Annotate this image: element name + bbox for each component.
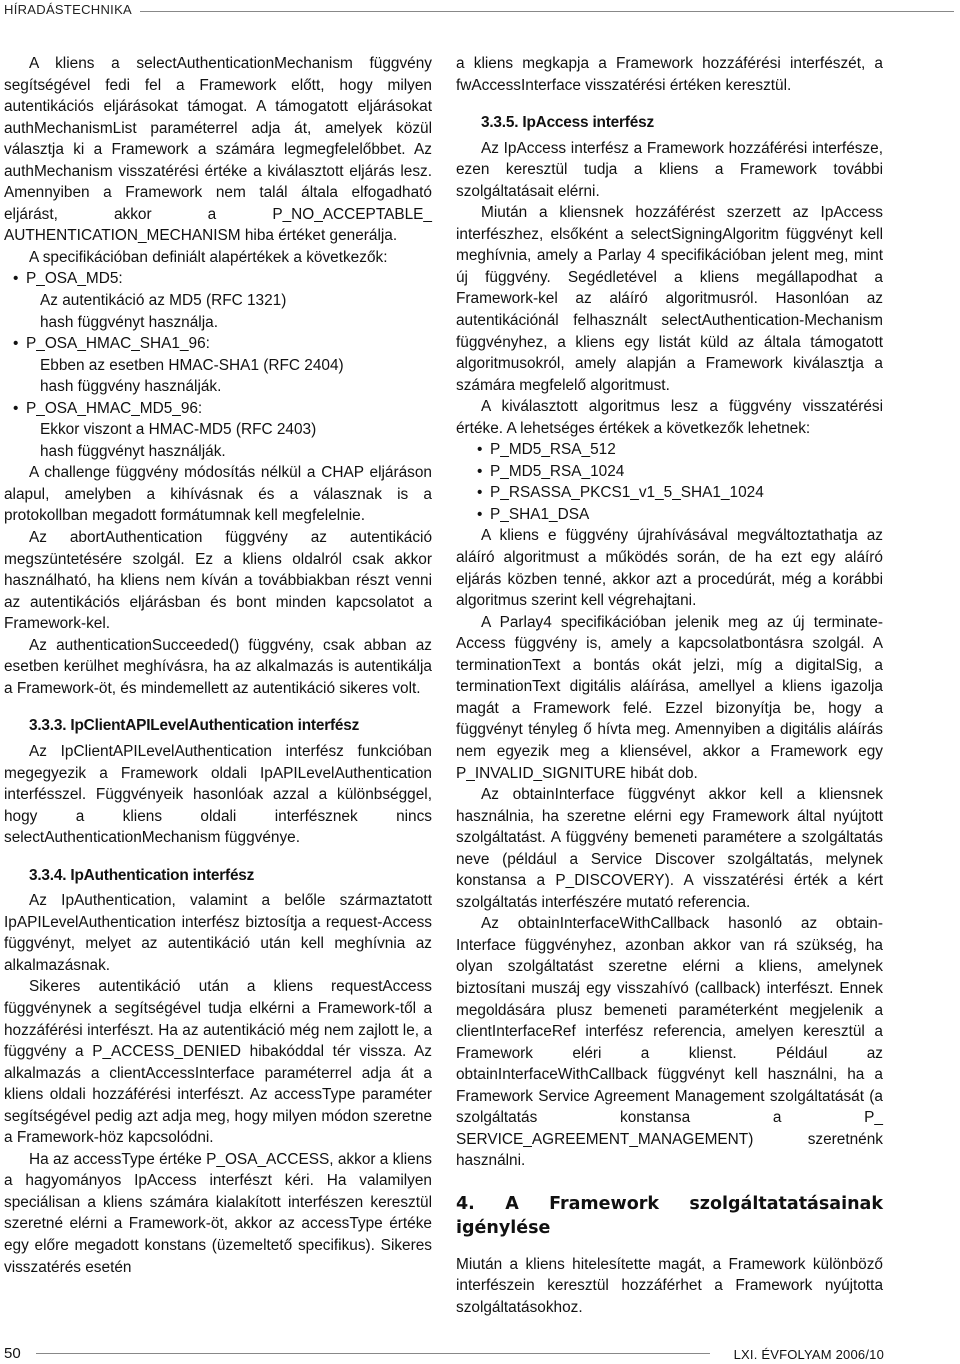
bullet-detail: hash függvényt használják. [40,442,226,460]
paragraph: Ha az accessType értéke P_OSA_ACCESS, akkor a kliens a hagyományos IpAccess interfészt kéri. Ha valamilyen speciálisan a kliens számára kialakított interfészen keresztül szeretné elérni a Framework-öt, akkor az accessType értéke egy előre megadott konstans (üzemeltető specifikus). Sikeres visszatérés esetén [4,1150,432,1276]
algorithm-list [456,439,883,525]
bullet-item: • P_OSA_MD5: [4,268,432,290]
bullet-detail: Ekkor viszont a HMAC-MD5 (RFC 2403) [40,421,317,439]
paragraph: Az obtainInterfaceWithCallback hasonló az obtain-Interface függvényhez, azonban akkor van rá szükség, ha olyan szolgáltatást szeretne elérni a kliens, amelynek biztosítani muszáj egy visszahívó (callback) interfészt. Ennek megoldására plusz bemeneti paraméterként megjelenik a clientInterfaceRef interfész referencia, amelyen keresztül a Framework eléri a klienst. Például az obtainInterfaceWithCallback függvényt kell használni, ha a Framework Service Agreement Management szolgáltatását (a szolgáltatás konstansa a P_ SERVICE_AGREEMENT_MANAGEMENT) szeretnénk használni. [456,915,883,1170]
right-column [456,53,883,1319]
issue-label: LXI. ÉVFOLYAM 2006/10 [733,1347,884,1362]
section-heading-4: 4. A Framework szolgáltatatásainak igénylése [456,1193,883,1238]
footer-rule [36,1353,710,1354]
paragraph-continued: a kliens megkapja a Framework hozzáférési interfészét, a fwAccessInterface visszatérési értéken keresztül. [456,55,883,94]
header-rule [140,11,954,12]
left-column [4,53,432,1278]
paragraph: A specifikációban definiált alapértékek a következők: [29,248,388,266]
paragraph: Az abortAuthentication függvény az autentikáció megszüntetésére szolgál. Ez a kliens oldalról csak akkor használható, ha kliens nem kíván a továbbiakban részt venni az autentikációs eljárásban és bont minden kapcsolatot a Framework-kel. [4,529,432,633]
paragraph: A kliens e függvény újrahívásával megváltoztathatja az aláíró algoritmust a működés során, de ha ezt egy aláíró eljárás közben tenné, akkor azt a procedúrát, még a korábbi algoritmus szerint kell végrehajtani. [456,527,883,610]
bullet-item: • P_OSA_HMAC_SHA1_96: [4,333,432,355]
paragraph: Miután a kliens hitelesítette magát, a Framework különböző interfészein keresztül hozzáférhet a Framework nyújtotta szolgáltatásokhoz. [456,1255,883,1316]
section-heading-3-3-3: 3.3.3. IpClientAPILevelAuthentication interfész [29,717,360,735]
bullet-item: • P_SHA1_DSA [468,504,883,526]
paragraph: Az authenticationSucceeded() függvény, csak abban az esetben kerülhet meghívásra, ha az alkalmazás is autentikálja a Framework-öt, és mindemellett az autentikáció sikeres volt. [4,636,432,697]
paragraph: Az obtainInterface függvényt akkor kell a kliensnek használnia, ha szeretne elérni egy Framework által nyújtott szolgáltatást. A függvény bemeneti paramétere a szolgáltatás neve (például a Service Discover szolgáltatás, melynek konstansa a P_DISCOVERY). A visszatérési érték a kért szolgáltatás interfészére mutató referencia. [456,786,883,911]
bullet-item: • P_MD5_RSA_512 [468,439,883,461]
bullet-detail: hash függvényt használja. [40,313,218,331]
paragraph: A kliens a selectAuthenticationMechanism függvény segítségével fedi fel a Framework előtt, hogy milyen autentikációs eljárásokat támogat. A támogatott eljárásokat authMechanismList paraméterrel adja át, amelyek közül választja ki a Framework a számára legmegfelelőbbet. Az authMechanism visszatérési értéke a kiválasztott eljárás lesz. Amennyiben a Framework nem talál általa elfogadható eljárást, akkor a P_NO_ACCEPTABLE_ AUTHENTICATION_MECHANISM hiba értéket generálja. [4,55,432,245]
running-header-title: HÍRADÁSTECHNIKA [4,2,133,17]
paragraph: Az IpAccess interfész a Framework hozzáférési interfésze, ezen keresztül tudja a kliens a Framework további szolgáltatásait elérni. [456,139,883,200]
bullet-detail: hash függvény használják. [40,378,222,396]
paragraph: A challenge függvény módosítás nélkül a CHAP eljáráson alapul, amelyben a kihívásnak és a válasznak is a protokollban megadott formátumnak kell megfelelnie. [4,464,432,525]
section-heading-3-3-5: 3.3.5. IpAccess interfész [481,114,654,132]
paragraph: A Parlay4 specifikációban jelenik meg az új terminate-Access függvény is, amely a kapcsolatbontásra szolgál. A terminationText a bontás okát jelzi, míg a digitalSig, a terminationText digitális aláírása, amellyel a kliens igazolja magát a Framework felé. Ezzel bizonyítja be, hogy a függvényt tényleg ő hívta meg. Amennyiben a digitális aláírás nem egyezik meg a kliensével, akkor a Framework egy P_INVALID_SIGNITURE hibát dob. [456,613,883,782]
page-number: 50 [4,1345,21,1362]
paragraph: Az IpClientAPILevelAuthentication interfész funkcióban megegyezik a Framework oldali IpAPILevelAuthentication interfésszel. Függvényeik hasonlóak azzal a különbséggel, hogy a kliens oldali interfésznek nincs selectAuthenticationMechanism függvénye. [4,742,432,847]
bullet-detail: Az autentikáció az MD5 (RFC 1321) [40,292,287,310]
section-heading-3-3-4: 3.3.4. IpAuthentication interfész [29,866,255,884]
bullet-item: • P_RSASSA_PKCS1_v1_5_SHA1_1024 [468,482,883,504]
paragraph: Az IpAuthentication, valamint a belőle származtatott IpAPILevelAuthentication interfész biztosítja a request-Access függvényt, melyet az autentikáció után kell meghívnia az alkalmazásnak. [4,892,432,974]
bullet-item: • P_MD5_RSA_1024 [468,461,883,483]
paragraph: A kiválasztott algoritmus lesz a függvény visszatérési értéke. A lehetséges értékek a következők lehetnek: [456,398,883,437]
paragraph: Sikeres autentikáció után a kliens requestAccess függvénynek a segítségével tudja elkérni a Framework-től a hozzáférési interfészt. Ha az autentikáció még nem zajlott le, a függvény a P_ACCESS_DENIED hibakóddal tér vissza. Az alkalmazás a clientAccessInterface paraméterrel adja át a kliens oldali hozzáférési interfészt. Az accessType paraméter segítségével pedig azt adja meg, hogy milyen módon szeretne a Framework-höz kapcsolódni. [4,978,432,1147]
bullet-detail: Ebben az esetben HMAC-SHA1 (RFC 2404) [40,356,344,374]
paragraph: Miután a kliensnek hozzáférést szerzett az IpAccess interfészhez, elsőként a selectSigningAlgoritm függvényt kell meghívnia, amely a Parlay 4 specifikációban jelent meg, mint új függvény. Segédletével a kliens megállapodhat a Framework-kel az aláíró algoritmusról. Hasonlóan az autentikációnál felhasznált selectAuthentication-Mechanism függvényhez, a kliens egy listát küld az általa támogatott algoritmusokról, amely alapján a Framework kiválasztja a számára megfelelő algoritmust. [456,204,883,394]
bullet-item: • P_OSA_HMAC_MD5_96: [4,398,432,420]
